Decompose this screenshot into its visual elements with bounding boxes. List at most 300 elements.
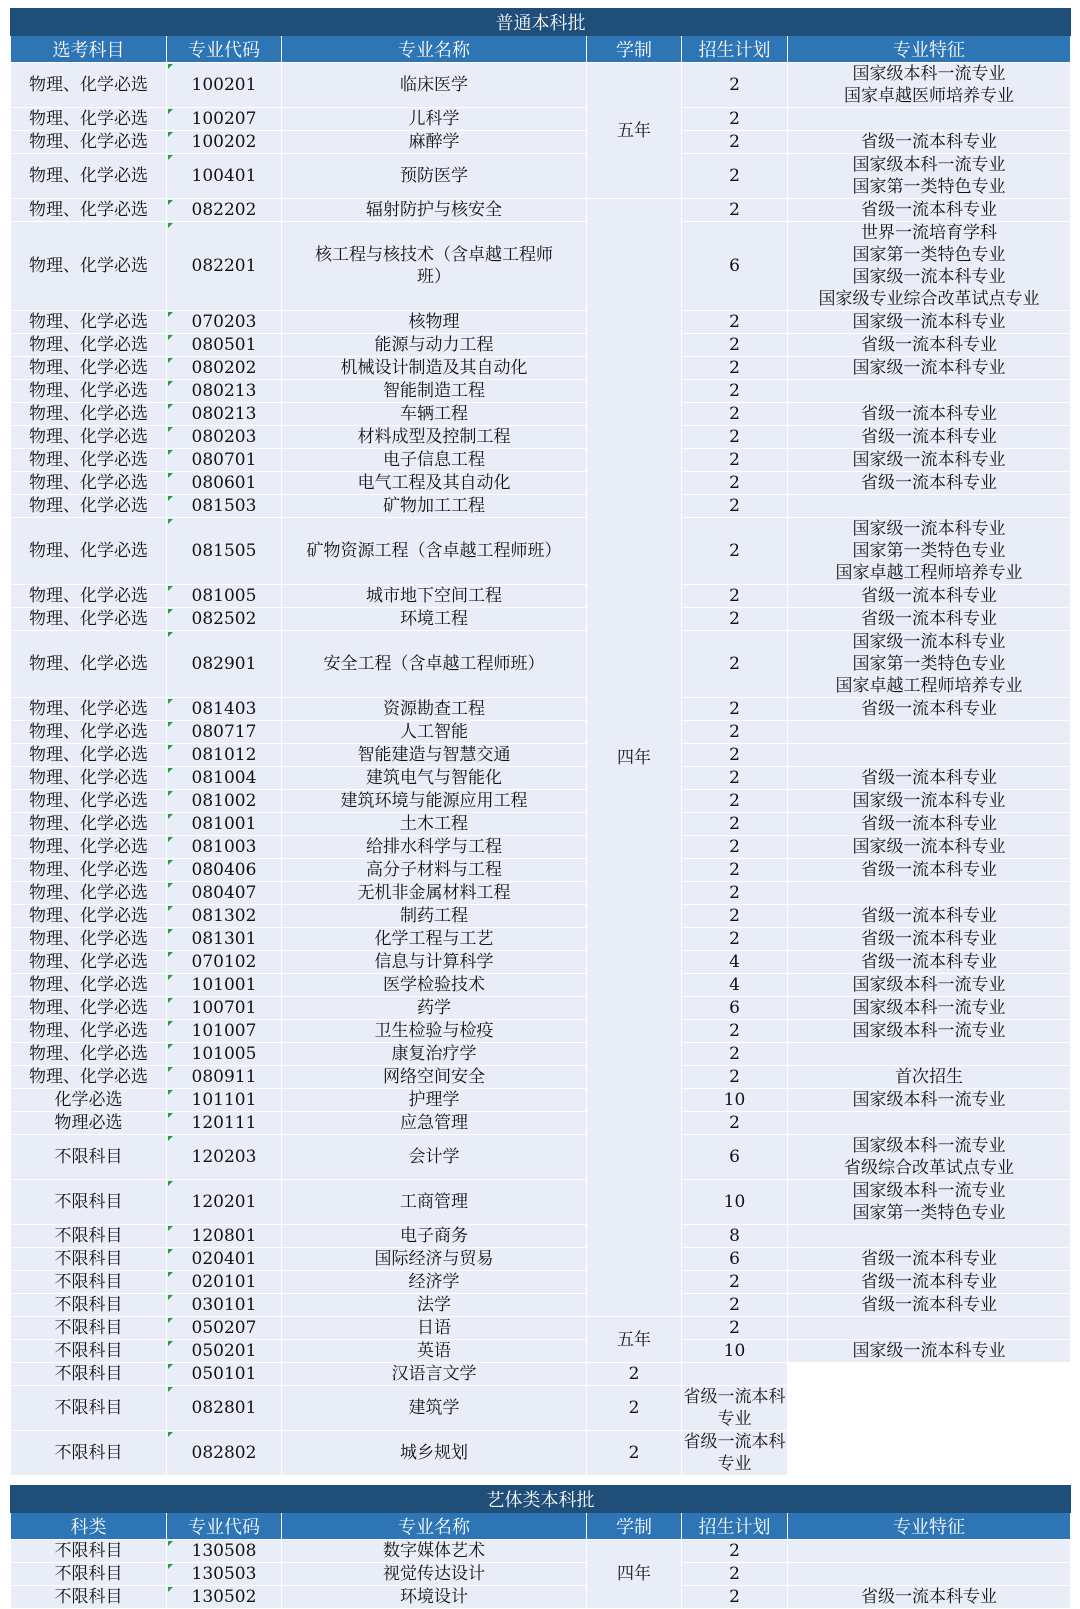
major-name-line: 国际经济与贸易	[374, 1249, 494, 1269]
plan-cell: 2	[682, 449, 788, 472]
plan-cell: 2	[682, 63, 788, 108]
feature-cell	[788, 472, 1071, 495]
major-name-line: 电气工程及其自动化	[357, 473, 511, 493]
code-cell: 080717	[167, 721, 282, 744]
feature-line: 省级一流本科专业	[683, 1432, 786, 1474]
subject-cell: 物理、化学必选	[11, 426, 167, 449]
plan-cell: 2	[682, 357, 788, 380]
major-name-cell	[282, 1112, 587, 1135]
subject-cell: 化学必选	[11, 1089, 167, 1112]
code-cell: 100401	[167, 154, 282, 199]
plan-cell: 2	[587, 1431, 682, 1476]
table-row	[11, 1540, 1071, 1563]
feature-cell	[788, 222, 1071, 311]
code-cell: 081505	[167, 518, 282, 585]
code-cell: 081301	[167, 928, 282, 951]
subject-cell: 物理、化学必选	[11, 836, 167, 859]
feature-line: 国家级本科一流专业	[852, 1021, 1006, 1041]
major-name-cell	[282, 1563, 587, 1586]
table-row	[11, 403, 1071, 426]
major-name-cell	[282, 518, 587, 585]
table-row	[11, 790, 1071, 813]
subject-cell: 物理、化学必选	[11, 974, 167, 997]
feature-cell	[788, 836, 1071, 859]
subject-cell: 物理、化学必选	[11, 767, 167, 790]
table-row	[11, 380, 1071, 403]
feature-line: 国家级一流本科专业	[852, 519, 1006, 539]
major-name-line: 班）	[417, 267, 451, 287]
subject-cell: 物理、化学必选	[11, 311, 167, 334]
subject-cell: 物理、化学必选	[11, 334, 167, 357]
subject-cell: 不限科目	[11, 1540, 167, 1563]
table-row	[11, 311, 1071, 334]
table-row	[11, 1066, 1071, 1089]
code-cell: 130508	[167, 1540, 282, 1563]
major-name-cell	[282, 744, 587, 767]
feature-cell	[788, 1563, 1071, 1586]
table-row	[11, 108, 1071, 131]
major-name-cell	[282, 311, 587, 334]
plan-cell: 10	[682, 1340, 788, 1363]
feature-line: 省级一流本科专业	[861, 699, 998, 719]
feature-line: 省级一流本科专业	[861, 1249, 998, 1269]
plan-cell: 2	[682, 1563, 788, 1586]
subject-cell: 物理、化学必选	[11, 882, 167, 905]
table-row	[11, 518, 1071, 585]
subject-cell: 物理、化学必选	[11, 608, 167, 631]
subject-cell: 不限科目	[11, 1248, 167, 1271]
subject-cell: 不限科目	[11, 1586, 167, 1609]
feature-cell	[788, 1540, 1071, 1563]
feature-line: 省级一流本科专业	[861, 200, 998, 220]
major-name-line: 应急管理	[400, 1113, 468, 1133]
feature-cell	[788, 767, 1071, 790]
code-cell: 080202	[167, 357, 282, 380]
feature-line: 省级综合改革试点专业	[844, 1158, 1015, 1178]
major-name-line: 建筑学	[408, 1398, 460, 1418]
major-name-line: 能源与动力工程	[374, 335, 494, 355]
plan-cell: 4	[682, 951, 788, 974]
feature-line: 国家级本科一流专业	[852, 998, 1006, 1018]
feature-cell	[788, 744, 1071, 767]
code-cell: 080407	[167, 882, 282, 905]
feature-cell	[788, 1066, 1071, 1089]
feature-line: 国家卓越医师培养专业	[844, 86, 1015, 106]
plan-cell: 2	[682, 426, 788, 449]
major-name-line: 智能建造与智慧交通	[357, 745, 511, 765]
major-name-cell	[282, 1294, 587, 1317]
feature-cell	[788, 813, 1071, 836]
major-name-line: 矿物加工工程	[383, 496, 485, 516]
major-name-cell	[282, 131, 587, 154]
major-name-cell	[282, 1225, 587, 1248]
major-name-line: 城乡规划	[400, 1443, 468, 1463]
major-name-cell	[282, 154, 587, 199]
table-row	[11, 1340, 1071, 1363]
feature-line: 国家第一类特色专业	[852, 177, 1006, 197]
feature-line: 省级一流本科专业	[861, 768, 998, 788]
duration-cell: 四年	[587, 199, 682, 1317]
plan-cell: 2	[682, 790, 788, 813]
table-row	[11, 426, 1071, 449]
feature-cell	[788, 1248, 1071, 1271]
code-cell: 081403	[167, 698, 282, 721]
code-cell: 081503	[167, 495, 282, 518]
major-name-cell	[282, 1066, 587, 1089]
plan-cell: 2	[587, 1363, 682, 1386]
table-row	[11, 997, 1071, 1020]
feature-line: 国家卓越工程师培养专业	[835, 676, 1023, 696]
code-cell: 120201	[167, 1180, 282, 1225]
table-row	[11, 882, 1071, 905]
feature-line: 省级一流本科专业	[861, 952, 998, 972]
code-cell: 100201	[167, 63, 282, 108]
major-name-line: 医学检验技术	[383, 975, 485, 995]
subject-cell: 不限科目	[11, 1135, 167, 1180]
feature-cell	[788, 721, 1071, 744]
major-name-cell	[282, 380, 587, 403]
major-name-cell	[282, 905, 587, 928]
major-name-line: 会计学	[408, 1147, 460, 1167]
table-row	[11, 1135, 1071, 1180]
feature-cell	[788, 1135, 1071, 1180]
feature-cell	[788, 928, 1071, 951]
major-name-cell	[282, 585, 587, 608]
table-row	[11, 222, 1071, 311]
code-cell: 130502	[167, 1586, 282, 1609]
major-name-line: 英语	[417, 1341, 451, 1361]
feature-cell	[788, 403, 1071, 426]
plan-cell: 2	[682, 721, 788, 744]
major-name-line: 人工智能	[400, 722, 468, 742]
feature-line: 国家级一流本科专业	[852, 358, 1006, 378]
plan-cell: 4	[682, 974, 788, 997]
feature-line: 世界一流培育学科	[861, 223, 998, 243]
code-cell: 080213	[167, 380, 282, 403]
subject-cell: 物理、化学必选	[11, 859, 167, 882]
feature-cell	[788, 1043, 1071, 1066]
major-name-line: 汉语言文学	[391, 1364, 477, 1384]
table-row	[11, 767, 1071, 790]
subject-cell: 物理、化学必选	[11, 472, 167, 495]
table-row	[11, 495, 1071, 518]
feature-line: 省级一流本科专业	[683, 1387, 786, 1429]
major-name-cell	[282, 199, 587, 222]
subject-cell: 物理、化学必选	[11, 63, 167, 108]
plan-cell: 2	[682, 836, 788, 859]
plan-cell: 2	[682, 311, 788, 334]
plan-cell: 2	[682, 905, 788, 928]
major-name-cell	[282, 108, 587, 131]
feature-cell	[788, 154, 1071, 199]
feature-line: 国家级本科一流专业	[852, 155, 1006, 175]
major-name-line: 法学	[417, 1295, 451, 1315]
plan-header: 招生计划	[682, 1513, 788, 1540]
major-name-line: 电子商务	[400, 1226, 468, 1246]
column-header-row	[11, 1513, 1071, 1540]
plan-cell: 6	[682, 1248, 788, 1271]
admission-table	[10, 8, 1071, 1609]
code-cell: 070203	[167, 311, 282, 334]
subject-cell: 物理、化学必选	[11, 790, 167, 813]
major-name-cell	[282, 426, 587, 449]
major-name-cell	[282, 1248, 587, 1271]
plan-cell: 2	[682, 631, 788, 698]
subject-cell: 物理、化学必选	[11, 131, 167, 154]
major-name-line: 化学工程与工艺	[374, 929, 494, 949]
subject-cell: 物理、化学必选	[11, 744, 167, 767]
feature-cell	[788, 859, 1071, 882]
feature-line: 国家级一流本科专业	[852, 837, 1006, 857]
batch-title: 艺体类本科批	[11, 1486, 1071, 1513]
major-name-cell	[282, 222, 587, 311]
major-name-line: 土木工程	[400, 814, 468, 834]
subject-cell: 物理、化学必选	[11, 449, 167, 472]
major-name-cell	[282, 721, 587, 744]
major-name-line: 环境设计	[400, 1587, 468, 1607]
feature-line: 国家级一流本科专业	[852, 791, 1006, 811]
feature-cell	[788, 1180, 1071, 1225]
feature-line: 省级一流本科专业	[861, 404, 998, 424]
table-row	[11, 631, 1071, 698]
batch-title-row	[11, 9, 1071, 36]
major-name-line: 预防医学	[400, 166, 468, 186]
plan-cell: 2	[682, 199, 788, 222]
code-cell: 082202	[167, 199, 282, 222]
table-row	[11, 1271, 1071, 1294]
plan-cell: 6	[682, 1135, 788, 1180]
subject-cell: 物理、化学必选	[11, 905, 167, 928]
major-name-cell	[282, 859, 587, 882]
major-name-cell	[282, 1317, 587, 1340]
major-name-cell	[282, 1020, 587, 1043]
subject-cell: 物理、化学必选	[11, 813, 167, 836]
plan-cell: 2	[682, 813, 788, 836]
major-name-cell	[282, 1089, 587, 1112]
code-cell: 081302	[167, 905, 282, 928]
subject-cell: 不限科目	[11, 1271, 167, 1294]
subject-header: 选考科目	[11, 36, 167, 63]
subject-cell: 物理、化学必选	[11, 585, 167, 608]
feature-cell	[788, 997, 1071, 1020]
major-name-cell	[282, 608, 587, 631]
major-name-cell	[282, 1180, 587, 1225]
feature-line: 国家级专业综合改革试点专业	[818, 289, 1040, 309]
table-row	[11, 1363, 1071, 1386]
table-row	[11, 928, 1071, 951]
subject-cell: 不限科目	[11, 1431, 167, 1476]
table-row	[11, 1317, 1071, 1340]
major-name-cell	[282, 495, 587, 518]
duration-cell: 四年	[587, 1540, 682, 1609]
plan-cell: 2	[682, 472, 788, 495]
plan-cell: 2	[682, 131, 788, 154]
plan-cell: 6	[682, 997, 788, 1020]
plan-cell: 2	[682, 1586, 788, 1609]
table-row	[11, 1225, 1071, 1248]
feature-line: 国家级一流本科专业	[852, 267, 1006, 287]
duration-header: 学制	[587, 1513, 682, 1540]
code-cell: 082802	[167, 1431, 282, 1476]
code-cell: 050201	[167, 1340, 282, 1363]
table-row	[11, 608, 1071, 631]
major-name-line: 城市地下空间工程	[366, 586, 502, 606]
major-name-cell	[282, 472, 587, 495]
feature-cell	[788, 1112, 1071, 1135]
major-name-cell	[282, 974, 587, 997]
code-cell: 080501	[167, 334, 282, 357]
column-header-row	[11, 36, 1071, 63]
code-cell: 080203	[167, 426, 282, 449]
feature-line: 国家级本科一流专业	[852, 1090, 1006, 1110]
batch-spacer	[11, 1476, 1071, 1486]
plan-header: 招生计划	[682, 36, 788, 63]
feature-cell	[788, 974, 1071, 997]
feature-cell	[788, 380, 1071, 403]
plan-cell: 2	[682, 1112, 788, 1135]
table-row	[11, 472, 1071, 495]
table-row	[11, 744, 1071, 767]
feature-line: 省级一流本科专业	[861, 1272, 998, 1292]
major-name-line: 给排水科学与工程	[366, 837, 502, 857]
major-name-cell	[282, 836, 587, 859]
plan-cell: 2	[682, 1540, 788, 1563]
major-name-cell	[282, 1431, 587, 1476]
subject-cell: 不限科目	[11, 1386, 167, 1431]
feature-cell	[788, 518, 1071, 585]
subject-cell: 物理、化学必选	[11, 357, 167, 380]
code-cell: 082801	[167, 1386, 282, 1431]
feature-line: 国家卓越工程师培养专业	[835, 563, 1023, 583]
major-name-line: 高分子材料与工程	[366, 860, 502, 880]
feature-cell	[682, 1431, 788, 1476]
major-name-cell	[282, 1386, 587, 1431]
code-cell: 020401	[167, 1248, 282, 1271]
feature-line: 国家级本科一流专业	[852, 975, 1006, 995]
table-row	[11, 1431, 1071, 1476]
subject-cell: 物理、化学必选	[11, 997, 167, 1020]
feature-line: 省级一流本科专业	[861, 1587, 998, 1607]
table-row	[11, 449, 1071, 472]
code-cell: 101005	[167, 1043, 282, 1066]
major-name-cell	[282, 1363, 587, 1386]
feature-line: 国家级一流本科专业	[852, 450, 1006, 470]
table-row	[11, 974, 1071, 997]
code-cell: 020101	[167, 1271, 282, 1294]
feature-cell	[788, 495, 1071, 518]
feature-cell	[788, 790, 1071, 813]
feature-line: 国家第一类特色专业	[852, 654, 1006, 674]
code-cell: 080911	[167, 1066, 282, 1089]
major-name-line: 麻醉学	[408, 132, 460, 152]
feature-cell	[788, 311, 1071, 334]
major-name-cell	[282, 951, 587, 974]
subject-header: 科类	[11, 1513, 167, 1540]
code-cell: 081004	[167, 767, 282, 790]
feature-line: 省级一流本科专业	[861, 860, 998, 880]
code-cell: 100701	[167, 997, 282, 1020]
plan-cell: 10	[682, 1180, 788, 1225]
major-name-cell	[282, 997, 587, 1020]
subject-cell: 不限科目	[11, 1317, 167, 1340]
feature-line: 省级一流本科专业	[861, 609, 998, 629]
major-name-cell	[282, 928, 587, 951]
feature-line: 国家级一流本科专业	[852, 632, 1006, 652]
subject-cell: 物理、化学必选	[11, 1066, 167, 1089]
plan-cell: 2	[682, 928, 788, 951]
table-row	[11, 63, 1071, 108]
feature-line: 省级一流本科专业	[861, 906, 998, 926]
major-name-line: 安全工程（含卓越工程师班）	[323, 654, 545, 674]
table-row	[11, 1020, 1071, 1043]
subject-cell: 不限科目	[11, 1294, 167, 1317]
code-cell: 101007	[167, 1020, 282, 1043]
plan-cell: 2	[682, 608, 788, 631]
plan-cell: 2	[682, 767, 788, 790]
table-row	[11, 1180, 1071, 1225]
feature-line: 省级一流本科专业	[861, 473, 998, 493]
major-name-cell	[282, 63, 587, 108]
subject-cell: 不限科目	[11, 1180, 167, 1225]
major-name-cell	[282, 1540, 587, 1563]
feature-header: 专业特征	[788, 1513, 1071, 1540]
subject-cell: 不限科目	[11, 1563, 167, 1586]
batch-title-row	[11, 1486, 1071, 1513]
plan-cell: 2	[682, 1043, 788, 1066]
major-name-line: 工商管理	[400, 1192, 468, 1212]
feature-cell	[788, 1294, 1071, 1317]
code-cell: 100202	[167, 131, 282, 154]
major-name-cell	[282, 813, 587, 836]
major-name-cell	[282, 790, 587, 813]
plan-cell: 2	[682, 1020, 788, 1043]
code-cell: 082901	[167, 631, 282, 698]
code-cell: 070102	[167, 951, 282, 974]
major-name-cell	[282, 631, 587, 698]
feature-cell	[788, 608, 1071, 631]
feature-line: 省级一流本科专业	[861, 814, 998, 834]
major-name-cell	[282, 698, 587, 721]
subject-cell: 物理、化学必选	[11, 495, 167, 518]
plan-cell: 2	[682, 334, 788, 357]
subject-cell: 物理、化学必选	[11, 951, 167, 974]
code-cell: 120111	[167, 1112, 282, 1135]
major-name-cell	[282, 1043, 587, 1066]
admission-plan	[10, 8, 1070, 1609]
code-cell: 130503	[167, 1563, 282, 1586]
major-name-line: 临床医学	[400, 75, 468, 95]
feature-cell	[788, 1340, 1071, 1363]
feature-cell	[788, 1225, 1071, 1248]
feature-line: 国家第一类特色专业	[852, 541, 1006, 561]
code-cell: 050207	[167, 1317, 282, 1340]
code-cell: 050101	[167, 1363, 282, 1386]
code-cell: 082502	[167, 608, 282, 631]
subject-cell: 物理、化学必选	[11, 1043, 167, 1066]
feature-cell	[788, 951, 1071, 974]
feature-cell	[682, 1363, 788, 1386]
major-name-line: 卫生检验与检疫	[374, 1021, 494, 1041]
table-row	[11, 836, 1071, 859]
feature-cell	[788, 1020, 1071, 1043]
plan-cell: 2	[682, 698, 788, 721]
feature-line: 省级一流本科专业	[861, 586, 998, 606]
major-name-line: 建筑电气与智能化	[366, 768, 502, 788]
major-name-line: 儿科学	[408, 109, 460, 129]
major-name-line: 辐射防护与核安全	[366, 200, 502, 220]
feature-line: 首次招生	[895, 1067, 964, 1087]
code-cell: 030101	[167, 1294, 282, 1317]
